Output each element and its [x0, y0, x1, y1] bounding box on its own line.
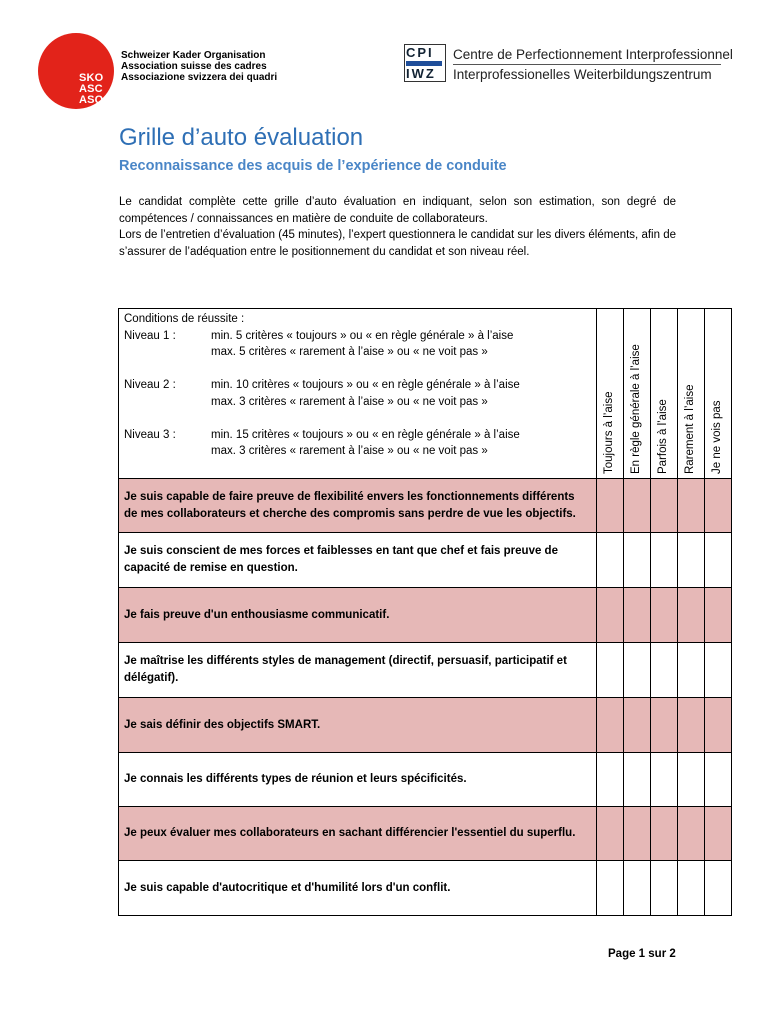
rating-header-never [704, 309, 731, 479]
cpi-logo-top: CPI [406, 45, 434, 60]
page-title: Grille d’auto évaluation [119, 124, 364, 151]
table-row [119, 479, 732, 533]
logo-abbr-line: SKO [79, 72, 104, 84]
criterion-text: Je suis conscient de mes forces et faiblesses en tant que chef et fais preuve de capacité de remise en question. [119, 533, 597, 588]
cpi-name-line: Centre de Perfectionnement Interprofessionnel [453, 47, 733, 62]
rating-cell[interactable] [596, 643, 623, 698]
rating-header-rarely [677, 309, 704, 479]
table-row [119, 643, 732, 698]
org-name-block [121, 50, 277, 83]
level-row [124, 377, 591, 410]
cpi-logo-bottom: IWZ [406, 66, 436, 81]
rating-cell[interactable] [650, 753, 677, 807]
rating-cell[interactable] [623, 698, 650, 753]
table-row [119, 533, 732, 588]
level-label: Niveau 2 : [124, 379, 176, 391]
org-name-line: Association suisse des cadres [121, 61, 267, 72]
rating-header-label: Parfois à l’aise [656, 399, 669, 474]
level-label: Niveau 3 : [124, 428, 176, 441]
rating-cell[interactable] [596, 861, 623, 916]
rating-cell[interactable] [596, 533, 623, 588]
intro-paragraph: Lors de l’entretien d’évaluation (45 minutes), l’expert questionnera le candidat sur les divers éléments, afin de s’assurer de l’adéquation entre le positionnement du candidat et son niveau réel. [119, 229, 676, 258]
level-criterion: max. 5 critères « rarement à l’aise » ou « ne voit pas » [211, 346, 488, 358]
rating-cell[interactable] [623, 807, 650, 861]
page-subtitle: Reconnaissance des acquis de l’expérience de conduite [119, 158, 507, 174]
rating-cell[interactable] [677, 807, 704, 861]
level-criterion: min. 10 critères « toujours » ou « en règle générale » à l’aise [211, 379, 520, 391]
org-name-line: Schweizer Kader Organisation [121, 50, 266, 61]
rating-header-label: En règle générale à l’aise [629, 344, 642, 474]
level-row [124, 427, 591, 460]
criterion-text: Je maîtrise les différents styles de management (directif, persuasif, participatif et délégatif). [119, 643, 597, 698]
rating-cell[interactable] [596, 807, 623, 861]
conditions-heading: Conditions de réussite : [124, 313, 245, 325]
cpi-logo [404, 44, 446, 82]
rating-cell[interactable] [596, 753, 623, 807]
rating-cell[interactable] [704, 698, 731, 753]
table-row [119, 698, 732, 753]
rating-header-generally [623, 309, 650, 479]
rating-header-label: Rarement à l’aise [683, 384, 696, 474]
rating-cell[interactable] [650, 479, 677, 533]
intro-paragraph: Le candidat complète cette grille d’auto évaluation en indiquant, selon son estimation, son degré de compétences / connaissances en matière de conduite de collaborateurs. [119, 196, 676, 225]
criterion-text: Je suis capable de faire preuve de flexibilité envers les fonctionnements différents de mes collaborateurs et cherche des compromis sans perdre de vue les objectifs. [119, 479, 597, 533]
criterion-text: Je peux évaluer mes collaborateurs en sachant différencier l'essentiel du superflu. [119, 807, 597, 861]
conditions-cell [119, 309, 597, 479]
level-criterion: max. 3 critères « rarement à l’aise » ou « ne voit pas » [211, 445, 488, 457]
table-row [119, 753, 732, 807]
org-name-line: Associazione svizzera dei quadri [121, 72, 278, 83]
rating-cell[interactable] [623, 753, 650, 807]
rating-cell[interactable] [677, 753, 704, 807]
rating-cell[interactable] [623, 479, 650, 533]
rating-cell[interactable] [596, 588, 623, 643]
rating-cell[interactable] [677, 533, 704, 588]
criterion-text: Je sais définir des objectifs SMART. [119, 698, 597, 753]
rating-header-label: Je ne vois pas [710, 400, 723, 474]
rating-cell[interactable] [677, 698, 704, 753]
rating-cell[interactable] [704, 807, 731, 861]
rating-header-label: Toujours à l’aise [602, 391, 615, 474]
rating-cell[interactable] [650, 698, 677, 753]
table-row [119, 861, 732, 916]
sko-logo [38, 33, 118, 106]
grid-header-row [119, 309, 732, 479]
rating-cell[interactable] [650, 861, 677, 916]
rating-cell[interactable] [650, 643, 677, 698]
rating-cell[interactable] [704, 861, 731, 916]
table-row [119, 588, 732, 643]
rating-header-sometimes [650, 309, 677, 479]
rating-cell[interactable] [704, 643, 731, 698]
rating-cell[interactable] [596, 698, 623, 753]
rating-cell[interactable] [704, 479, 731, 533]
rating-cell[interactable] [677, 643, 704, 698]
criterion-text: Je fais preuve d'un enthousiasme communicatif. [119, 588, 597, 643]
criterion-text: Je connais les différents types de réunion et leurs spécificités. [119, 753, 597, 807]
cpi-name-line: Interprofessionelles Weiterbildungszentrum [453, 67, 712, 82]
rating-cell[interactable] [677, 588, 704, 643]
rating-cell[interactable] [677, 861, 704, 916]
level-criterion: min. 15 critères « toujours » ou « en règle générale » à l’aise [211, 428, 520, 441]
rating-cell[interactable] [623, 861, 650, 916]
criterion-text: Je suis capable d'autocritique et d'humilité lors d'un conflit. [119, 861, 597, 916]
sko-logo-abbr [79, 73, 103, 106]
intro-text [119, 194, 676, 260]
rating-cell[interactable] [623, 588, 650, 643]
rating-cell[interactable] [623, 643, 650, 698]
rating-cell[interactable] [650, 533, 677, 588]
rating-cell[interactable] [704, 753, 731, 807]
logo-abbr-line: ASQ [79, 94, 104, 106]
rating-cell[interactable] [704, 533, 731, 588]
rating-cell[interactable] [650, 588, 677, 643]
page-number: Page 1 sur 2 [608, 948, 676, 960]
rating-cell[interactable] [596, 479, 623, 533]
rating-header-always [596, 309, 623, 479]
table-row [119, 807, 732, 861]
evaluation-grid [118, 308, 732, 916]
cpi-name-block [453, 45, 733, 84]
level-criterion: min. 5 critères « toujours » ou « en règle générale » à l’aise [211, 329, 514, 342]
rating-cell[interactable] [623, 533, 650, 588]
rating-cell[interactable] [704, 588, 731, 643]
level-criterion: max. 3 critères « rarement à l’aise » ou « ne voit pas » [211, 395, 488, 408]
level-label: Niveau 1 : [124, 329, 176, 342]
rating-cell[interactable] [650, 807, 677, 861]
level-row [124, 328, 591, 361]
logo-abbr-line: ASC [79, 83, 103, 95]
rating-cell[interactable] [677, 479, 704, 533]
items-body [119, 479, 732, 916]
